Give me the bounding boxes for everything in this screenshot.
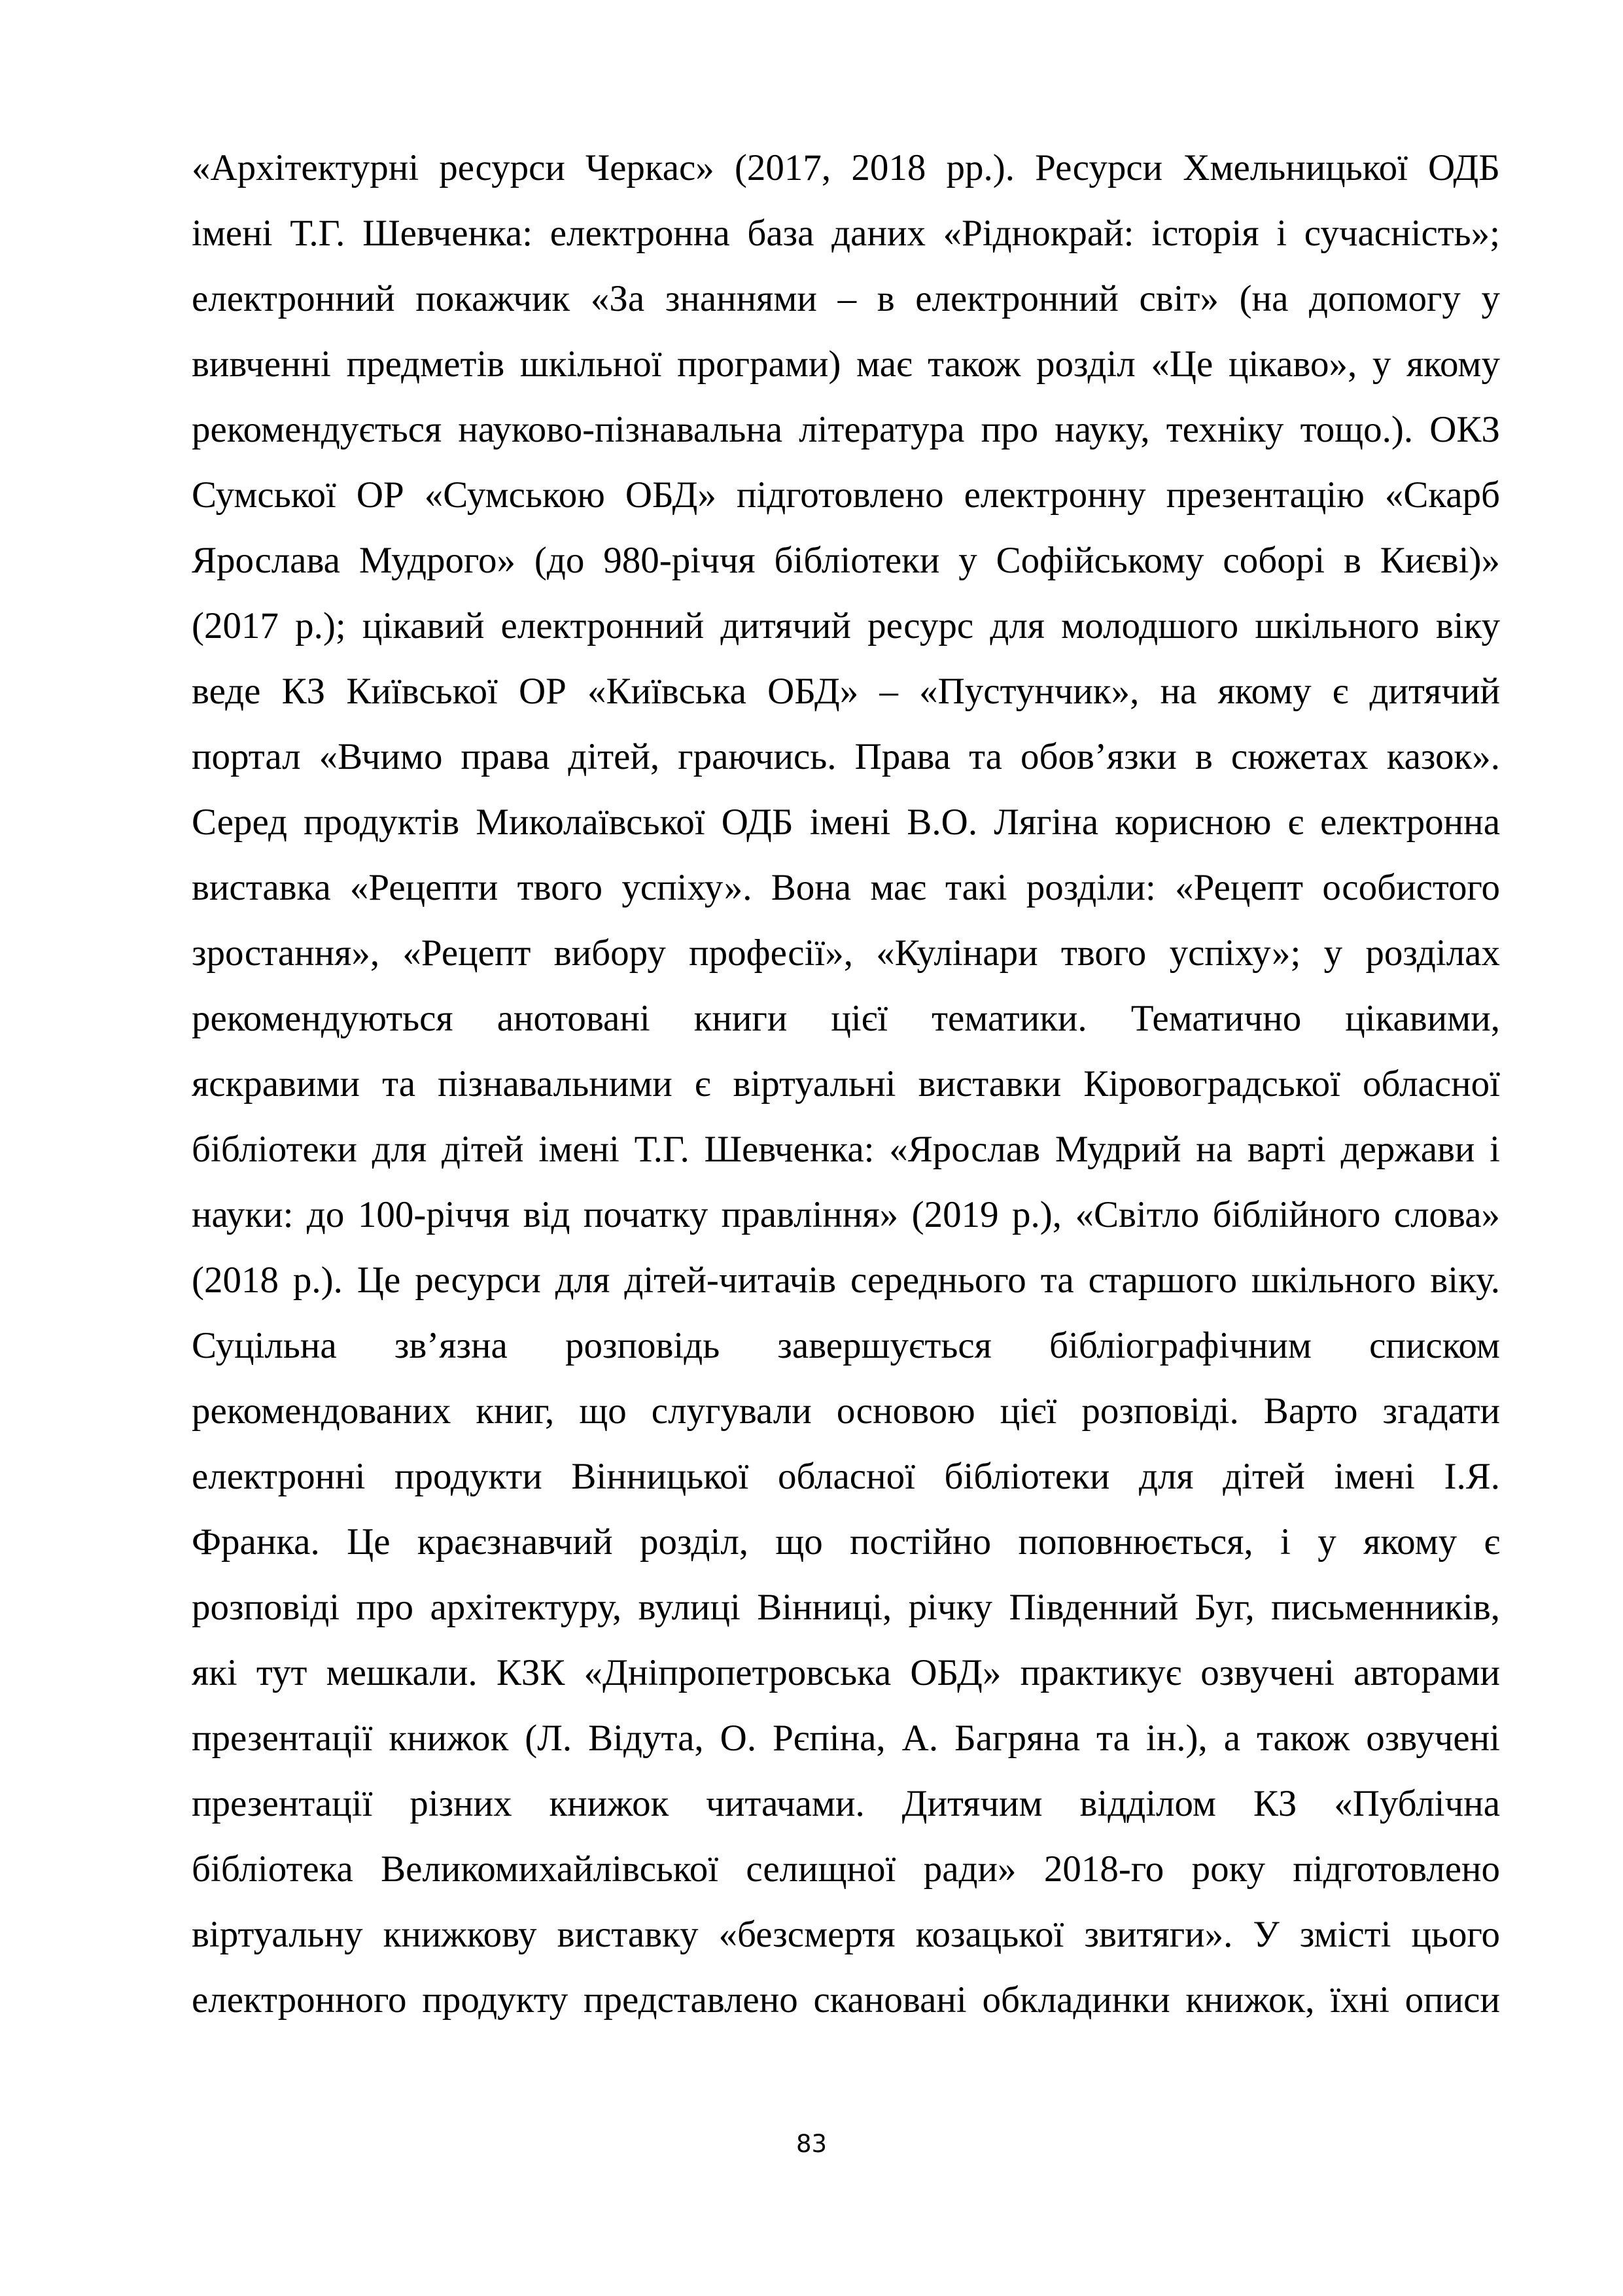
body-text xyxy=(192,135,1500,2033)
text-line: які тут мешкали. КЗК «Дніпропетровська ОБД» практикує озвучені авторами xyxy=(192,1652,1500,1693)
text-line: Серед продуктів Миколаївської ОДБ імені В.О. Лягіна корисною є електронна xyxy=(192,802,1500,843)
text-line: науки: до 100-річчя від початку правління» (2019 р.), «Світло біблійного слова» xyxy=(192,1194,1500,1235)
text-line: Ярослава Мудрого» (до 980-річчя бібліотеки у Софійському соборі в Києві)» xyxy=(192,540,1500,581)
text-line: бібліотеки для дітей імені Т.Г. Шевченка: «Ярослав Мудрий на варті держави і xyxy=(192,1129,1500,1170)
text-line: Суцільна зв’язна розповідь завершується бібліографічним списком xyxy=(192,1325,1500,1366)
text-line: Сумської ОР «Сумською ОБД» підготовлено електронну презентацію «Скарб xyxy=(192,474,1500,516)
text-line: вивченні предметів шкільної програми) має також розділ «Це цікаво», у якому xyxy=(192,344,1500,385)
text-line: Франка. Це краєзнавчий розділ, що постійно поповнюється, і у якому є xyxy=(192,1521,1500,1563)
text-line: електронні продукти Вінницької обласної бібліотеки для дітей імені І.Я. xyxy=(192,1456,1500,1497)
text-line: зростання», «Рецепт вибору професії», «Кулінари твого успіху»; у розділах xyxy=(192,932,1500,974)
text-line: розповіді про архітектуру, вулиці Вінниці, річку Південний Буг, письменників, xyxy=(192,1587,1500,1628)
text-line: виставка «Рецепти твого успіху». Вона має такі розділи: «Рецепт особистого xyxy=(192,867,1500,908)
text-line: електронного продукту представлено скановані обкладинки книжок, їхні описи xyxy=(192,1979,1500,2021)
text-line: рекомендованих книг, що слугували основою цієї розповіді. Варто згадати xyxy=(192,1390,1500,1432)
text-line: «Архітектурні ресурси Черкас» (2017, 2018 рр.). Ресурси Хмельницької ОДБ xyxy=(192,147,1500,188)
text-line: електронний покажчик «За знаннями – в електронний світ» (на допомогу у xyxy=(192,278,1500,319)
text-line: віртуальну книжкову виставку «безсмертя козацької звитяги». У змісті цього xyxy=(192,1914,1500,1955)
text-line: (2017 р.); цікавий електронний дитячий ресурс для молодшого шкільного віку xyxy=(192,605,1500,646)
text-line: презентації різних книжок читачами. Дитячим відділом КЗ «Публічна xyxy=(192,1783,1500,1824)
text-line: яскравими та пізнавальними є віртуальні виставки Кіровоградської обласної xyxy=(192,1063,1500,1104)
text-line: портал «Вчимо права дітей, граючись. Права та обов’язки в сюжетах казок». xyxy=(192,736,1500,777)
page-number: 83 xyxy=(795,2130,828,2158)
text-line: рекомендуються анотовані книги цієї тематики. Тематично цікавими, xyxy=(192,998,1500,1039)
text-line: веде КЗ Київської ОР «Київська ОБД» – «Пустунчик», на якому є дитячий xyxy=(192,671,1500,712)
text-line: презентації книжок (Л. Відута, О. Рєпіна, А. Багряна та ін.), а також озвучені xyxy=(192,1718,1500,1759)
text-line: рекомендується науково-пізнавальна література про науку, техніку тощо.). ОКЗ xyxy=(192,409,1500,450)
text-line: (2018 р.). Це ресурси для дітей-читачів середнього та старшого шкільного віку. xyxy=(192,1260,1500,1301)
text-line: імені Т.Г. Шевченка: електронна база даних «Ріднокрай: історія і сучасність»; xyxy=(192,213,1500,254)
text-line: бібліотека Великомихайлівської селищної ради» 2018-го року підготовлено xyxy=(192,1848,1500,1890)
